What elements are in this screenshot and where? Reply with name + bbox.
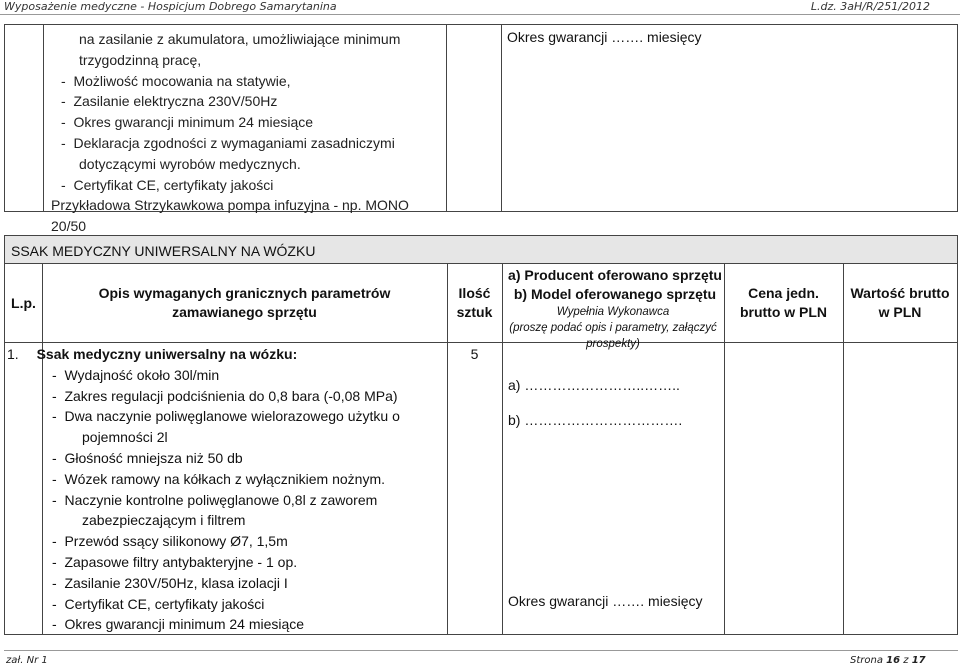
description-cell — [43, 25, 447, 235]
page-mid: z — [900, 655, 912, 666]
page-current: 16 — [886, 655, 901, 666]
header-prod-a: a) Producent oferowano sprzętu — [508, 267, 722, 283]
header-producent — [502, 264, 724, 350]
list-item-text: - Przewód ssący silikonowy Ø7, 1,5m — [52, 533, 288, 549]
header-lp: L.p. — [11, 294, 36, 311]
list-item — [52, 448, 447, 469]
header-ilosc — [447, 264, 502, 342]
list-item-text: pojemności 2l — [82, 429, 168, 446]
list-item-text: - Naczynie kontrolne poliwęglanowe 0,8l z zaworem — [52, 492, 377, 508]
list-item-text: zabezpieczającym i filtrem — [82, 512, 246, 529]
list-item-text: - Wózek ramowy na kółkach z wyłącznikiem nożnym. — [52, 471, 385, 487]
header-prod-note1: Wypełnia Wykonawca — [556, 306, 670, 318]
qty-cell — [446, 25, 502, 211]
page-total: 17 — [911, 655, 926, 666]
list-item — [52, 386, 447, 407]
list-item — [52, 406, 447, 427]
list-item-text: - Certyfikat CE, certyfikaty jakości — [61, 177, 273, 193]
page-header — [0, 0, 960, 15]
list-item-text: dotyczącymi wyrobów medycznych. — [79, 155, 301, 172]
item-warranty-field[interactable]: Okres gwarancji ……. miesięcy — [508, 593, 703, 609]
answer-a-field[interactable]: a) ……………………..…….. — [508, 377, 680, 393]
footer-divider — [4, 650, 958, 651]
list-item-text: - Zapasowe filtry antybakteryjne - 1 op. — [52, 554, 297, 570]
list-item — [51, 154, 442, 175]
list-item — [52, 573, 447, 594]
warranty-field[interactable]: Okres gwarancji ……. miesięcy — [507, 29, 702, 45]
list-item — [51, 175, 442, 196]
header-reference: L.dz. 3aH/R/251/2012 — [810, 0, 930, 13]
header-wartosc-label: Wartość brutto w PLN — [850, 285, 950, 320]
list-item-text: - Głośność mniejsza niż 50 db — [52, 450, 243, 466]
list-item-text: - Zasilanie elektryczna 230V/50Hz — [61, 93, 277, 109]
list-item — [52, 510, 447, 531]
list-item-text: trzygodzinną pracę, — [79, 51, 202, 68]
list-item-text: - Deklaracja zgodności z wymaganiami zasadniczymi — [61, 135, 395, 151]
list-item — [51, 195, 442, 237]
list-item — [51, 29, 442, 50]
item-qty: 5 — [470, 346, 479, 362]
list-item-text: - Certyfikat CE, certyfikaty jakości — [52, 596, 264, 612]
list-item — [52, 365, 447, 386]
footer-annex: zał. Nr 1 — [6, 655, 48, 666]
lp-cell — [5, 25, 44, 211]
item-lp: 1. — [7, 346, 19, 362]
header-cena — [724, 264, 843, 342]
list-item — [52, 531, 447, 552]
list-item-text: - Zasilanie 230V/50Hz, klasa izolacji I — [52, 575, 288, 591]
list-item-text: - Okres gwarancji minimum 24 miesiące — [52, 616, 304, 632]
item-spec-list — [5, 365, 447, 635]
list-item-text: Przykładowa Strzykawkowa pompa infuzyjna - np. MONO 20/50 — [51, 197, 409, 235]
header-opis: Opis wymaganych granicznych parametrów zamawianego sprzętu — [98, 285, 391, 320]
list-item — [51, 50, 442, 71]
spec-list — [51, 29, 442, 237]
list-item — [51, 71, 442, 92]
list-item — [52, 614, 447, 635]
list-item-text: - Okres gwarancji minimum 24 miesiące — [61, 114, 313, 130]
item-title: Ssak medyczny uniwersalny na wózku: — [36, 346, 298, 362]
list-item — [51, 112, 442, 133]
header-prod-note2: (proszę podać opis i parametry, załączyć prospekty) — [509, 322, 717, 350]
header-prod-b: b) Model oferowanego sprzętu — [513, 286, 717, 302]
header-title: Wyposażenie medyczne - Hospicjum Dobrego Samarytanina — [4, 0, 337, 13]
list-item — [52, 552, 447, 573]
list-item — [51, 91, 442, 112]
list-item — [52, 594, 447, 615]
list-item — [52, 469, 447, 490]
header-ilosc-label: Ilość sztuk — [456, 285, 493, 320]
page-prefix: Strona — [850, 655, 887, 666]
list-item-text: - Możliwość mocowania na statywie, — [61, 73, 291, 89]
footer-page-number — [850, 655, 926, 666]
list-item-text: - Dwa naczynie poliwęglanowe wielorazowego użytku o — [52, 408, 400, 424]
section-title: SSAK MEDYCZNY UNIWERSALNY NA WÓZKU — [4, 235, 958, 263]
list-item-text: - Zakres regulacji podciśnienia do 0,8 bara (-0,08 MPa) — [52, 388, 398, 404]
item-description — [5, 344, 447, 635]
offer-cell — [501, 25, 957, 211]
item-table — [4, 263, 958, 635]
list-item-text: na zasilanie z akumulatora, umożliwiające minimum — [79, 31, 401, 47]
list-item — [52, 490, 447, 511]
header-cena-label: Cena jedn. brutto w PLN — [739, 285, 828, 320]
list-item — [51, 133, 442, 154]
list-item — [52, 427, 447, 448]
header-wartosc — [843, 264, 957, 342]
list-item-text: - Wydajność około 30l/min — [52, 367, 219, 383]
answer-b-field[interactable]: b) ……………………………. — [508, 412, 683, 428]
previous-item-table — [4, 24, 958, 235]
